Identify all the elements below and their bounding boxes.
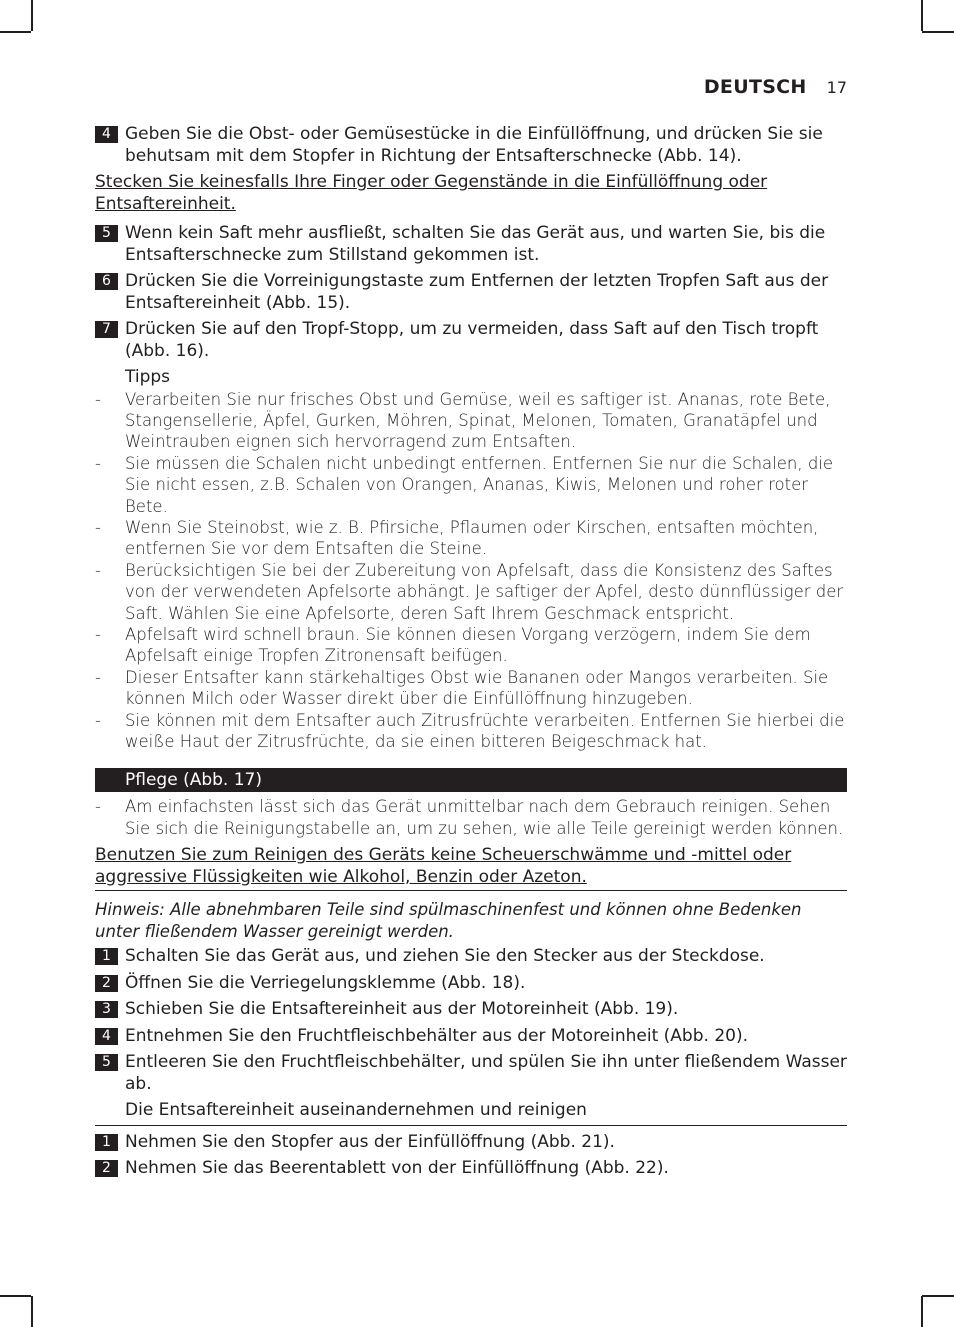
step-text: Nehmen Sie den Stopfer aus der Einfüllöffnung (Abb. 21). xyxy=(125,1131,615,1152)
warning-text: Benutzen Sie zum Reinigen des Geräts keine Scheuerschwämme und -mittel oder aggressive Flüssigkeiten wie Alkohol, Benzin oder Azeton. xyxy=(95,845,847,891)
page-number: 17 xyxy=(826,78,847,97)
tip-text: Apfelsaft wird schnell braun. Sie können diesen Vorgang verzögern, indem Sie dem Apfelsaft einige Tropfen Zitronensaft beifügen. xyxy=(125,624,811,666)
step-number: 4 xyxy=(95,1028,118,1045)
step-item xyxy=(95,1052,847,1095)
bullet-dash: - xyxy=(95,667,101,687)
step-number: 1 xyxy=(95,1134,118,1151)
step-item xyxy=(95,271,847,314)
step-text: Schieben Sie die Entsaftereinheit aus der Motoreinheit (Abb. 19). xyxy=(125,999,679,1020)
step-item xyxy=(95,1158,847,1180)
step-number: 7 xyxy=(95,321,118,338)
step-number: 4 xyxy=(95,126,118,143)
tip-item xyxy=(95,453,847,517)
warning-text: Stecken Sie keinesfalls Ihre Finger oder Gegenstände in die Einfüllöffnung oder Entsaftereinheit. xyxy=(95,172,768,214)
step-text: Schalten Sie das Gerät aus, und ziehen Sie den Stecker aus der Steckdose. xyxy=(125,946,765,967)
tip-item xyxy=(95,710,847,753)
subsection-heading: Die Entsaftereinheit auseinandernehmen und reinigen xyxy=(95,1100,847,1126)
step-number: 5 xyxy=(95,1054,118,1071)
crop-mark xyxy=(31,0,33,31)
bullet-dash: - xyxy=(95,453,101,473)
step-item xyxy=(95,1132,847,1154)
step-text: Öffnen Sie die Verriegelungsklemme (Abb. 18). xyxy=(125,972,526,993)
step-text: Entleeren Sie den Fruchtfleischbehälter, und spülen Sie ihn unter fließendem Wasser ab. xyxy=(125,1052,847,1094)
bullet-dash: - xyxy=(95,389,101,409)
tip-text: Dieser Entsafter kann stärkehaltiges Obst wie Bananen oder Mangos verarbeiten. Sie können Milch oder Wasser direkt über die Einfüllöffnung hinzugeben. xyxy=(125,667,829,709)
language-label: DEUTSCH xyxy=(703,76,807,98)
bullet-dash: - xyxy=(95,624,101,644)
step-text: Drücken Sie auf den Tropf-Stopp, um zu vermeiden, dass Saft auf den Tisch tropft (Abb. 16). xyxy=(125,319,819,361)
step-text: Drücken Sie die Vorreinigungstaste zum Entfernen der letzten Tropfen Saft aus der Entsaftereinheit (Abb. 15). xyxy=(125,271,829,313)
step-item xyxy=(95,946,847,968)
tips-heading: Tipps xyxy=(125,367,171,387)
tip-text: Sie müssen die Schalen nicht unbedingt entfernen. Entfernen Sie nur die Schalen, die Sie nicht essen, z.B. Schalen von Orangen, Ananas, Kiwis, Melonen und roher roter Bete. xyxy=(125,453,834,516)
step-item xyxy=(95,223,847,266)
bullet-dash: - xyxy=(95,710,101,730)
crop-mark xyxy=(922,1295,954,1297)
step-number: 2 xyxy=(95,975,118,992)
step-item xyxy=(95,319,847,362)
crop-mark xyxy=(0,31,31,33)
step-item xyxy=(95,124,847,167)
crop-mark xyxy=(921,1296,923,1327)
care-bullet-text: Am einfachsten lässt sich das Gerät unmittelbar nach dem Gebrauch reinigen. Sehen Sie sich die Reinigungstabelle an, um zu sehen, wie alle Teile gereinigt werden können. xyxy=(125,797,844,838)
step-number: 6 xyxy=(95,273,118,290)
step-text: Geben Sie die Obst- oder Gemüsestücke in die Einfüllöffnung, und drücken Sie sie behutsam mit dem Stopfer in Richtung der Entsafterschnecke (Abb. 14). xyxy=(125,124,823,166)
page-header xyxy=(704,76,847,98)
crop-mark xyxy=(0,1295,31,1297)
tip-text: Verarbeiten Sie nur frisches Obst und Gemüse, weil es saftiger ist. Ananas, rote Bete, Stangensellerie, Äpfel, Gurken, Möhren, Spinat, Melonen, Tomaten, Granatäpfel und Weintrauben eignen sich hervorragend zum Entsaften. xyxy=(125,389,831,452)
crop-mark xyxy=(922,31,954,33)
step-number: 5 xyxy=(95,225,118,242)
bullet-dash: - xyxy=(95,560,101,580)
step-text: Entnehmen Sie den Fruchtfleischbehälter aus der Motoreinheit (Abb. 20). xyxy=(125,1025,748,1046)
section-heading: Pflege (Abb. 17) xyxy=(95,768,847,792)
step-item xyxy=(95,973,847,995)
tip-item xyxy=(95,389,847,453)
step-text: Wenn kein Saft mehr ausfließt, schalten Sie das Gerät aus, und warten Sie, bis die Entsafterschnecke zum Stillstand gekommen ist. xyxy=(125,223,826,265)
crop-mark xyxy=(921,0,923,31)
step-item xyxy=(95,1026,847,1048)
step-number: 2 xyxy=(95,1160,118,1177)
step-number: 1 xyxy=(95,948,118,965)
note-text: Hinweis: Alle abnehmbaren Teile sind spülmaschinenfest und können ohne Bedenken unter fließendem Wasser gereinigt werden. xyxy=(95,900,802,941)
tip-item xyxy=(95,624,847,667)
tip-item xyxy=(95,667,847,710)
tip-text: Berücksichtigen Sie bei der Zubereitung von Apfelsaft, dass die Konsistenz des Saftes von der verwendeten Apfelsorte abhängt. Je saftiger der Apfel, desto dünnflüssiger der Saft. Wählen Sie eine Apfelsorte, deren Saft Ihrem Geschmack entspricht. xyxy=(125,560,844,623)
crop-mark xyxy=(31,1296,33,1327)
bullet-dash: - xyxy=(95,797,101,817)
page-content xyxy=(95,124,847,1185)
tip-item xyxy=(95,517,847,560)
care-bullet xyxy=(95,796,847,839)
tip-item xyxy=(95,560,847,624)
tip-text: Wenn Sie Steinobst, wie z. B. Pfirsiche, Pflaumen oder Kirschen, entsaften möchten, entfernen Sie vor dem Entsaften die Steine. xyxy=(125,517,819,559)
step-item xyxy=(95,999,847,1021)
tip-text: Sie können mit dem Entsafter auch Zitrusfrüchte verarbeiten. Entfernen Sie hierbei die weiße Haut der Zitrusfrüchte, da sie einen bitteren Beigeschmack hat. xyxy=(125,710,845,751)
step-text: Nehmen Sie das Beerentablett von der Einfüllöffnung (Abb. 22). xyxy=(125,1158,669,1179)
bullet-dash: - xyxy=(95,517,101,537)
step-number: 3 xyxy=(95,1001,118,1018)
